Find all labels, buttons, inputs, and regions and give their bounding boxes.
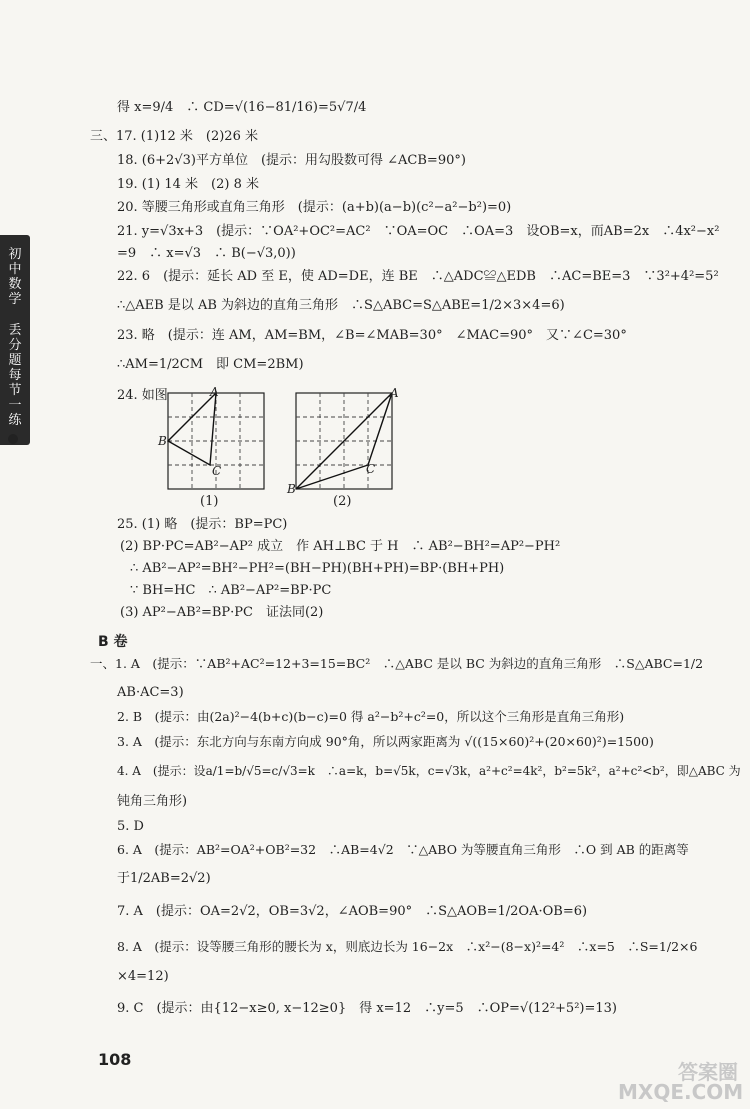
answer-line: ∴ AB²−AP²=BH²−PH²=(BH−PH)(BH+PH)=BP·(BH+PH) [130, 561, 505, 576]
answer-line: AB·AC=3) [117, 685, 184, 700]
fig2-label-c: C [366, 462, 376, 476]
answer-line: 25. (1) 略 (提示：BP=PC) [117, 517, 288, 532]
fig1-label-a: A [210, 385, 219, 399]
figure-1 [150, 385, 270, 497]
figure-2 [290, 385, 410, 497]
answer-line: =9 ∴ x=√3 ∴ B(−√3,0)) [117, 246, 296, 261]
answer-line: ∴△AEB 是以 AB 为斜边的直角三角形 ∴S△ABC=S△ABE=1/2×3×4=6) [117, 298, 565, 313]
answer-line: 23. 略 (提示：连 AM，AM=BM，∠B=∠MAB=30° ∠MAC=90° 又∵∠C=30° [117, 328, 627, 343]
watermark: 答案圈 MXQE.COM [618, 1060, 744, 1104]
answer-line: 18. (6+2√3)平方单位 (提示：用勾股数可得 ∠ACB=90°) [117, 153, 466, 168]
answer-line: (3) AP²−AB²=BP·PC 证法同(2) [120, 605, 324, 620]
figure-1-caption: (1) [200, 494, 219, 509]
fig1-label-b: B [158, 434, 167, 448]
answer-line: (2) BP·PC=AB²−AP² 成立 作 AH⊥BC 于 H ∴ AB²−BH²=AP²−PH² [120, 539, 561, 554]
answer-line: 9. C (提示：由{12−x≥0, x−12≥0} 得 x=12 ∴y=5 ∴OP=√(12²+5²)=13) [117, 1001, 617, 1016]
fig1-label-c: C [212, 464, 222, 478]
fig2-label-a: A [390, 386, 399, 400]
answer-line: 21. y=√3x+3 (提示：∵OA²+OC²=AC² ∵OA=OC ∴OA=3 设OB=x，而AB=2x ∴4x²−x² [117, 224, 720, 239]
figure-2-caption: (2) [333, 494, 352, 509]
answer-line: 3. A (提示：东北方向与东南方向成 90°角，所以两家距离为 √((15×60)²+(20×60)²)=1500) [117, 734, 654, 749]
answer-line: ∴AM=1/2CM 即 CM=2BM) [117, 357, 304, 372]
answer-line: 22. 6 (提示：延长 AD 至 E，使 AD=DE，连 BE ∴△ADC≌△EDB ∴AC=BE=3 ∵3²+4²=5² [117, 269, 719, 284]
answer-line: 24. 如图 [117, 388, 168, 403]
answer-line: 19. (1) 14 米 (2) 8 米 [117, 177, 259, 192]
answer-line: 钝角三角形) [117, 794, 188, 809]
side-tab-title: 初中数学 [8, 247, 22, 307]
answer-line: 2. B (提示：由(2a)²−4(b+c)(b−c)=0 得 a²−b²+c²=0，所以这个三角形是直角三角形) [117, 709, 625, 724]
fig2-label-b: B [287, 482, 296, 496]
answer-line: 得 x=9/4 ∴ CD=√(16−81/16)=5√7/4 [117, 100, 367, 115]
answer-line: 8. A (提示：设等腰三角形的腰长为 x，则底边长为 16−2x ∴x²−(8−x)²=4² ∴x=5 ∴S=1/2×6 [117, 939, 698, 954]
answer-line: 一、1. A (提示：∵AB²+AC²=12+3=15=BC² ∴△ABC 是以 BC 为斜边的直角三角形 ∴S△ABC=1/2 [90, 656, 704, 671]
answer-line: ∵ BH=HC ∴ AB²−AP²=BP·PC [130, 583, 332, 598]
side-tab-subtitle: 丢分题每节一练 [8, 323, 22, 428]
answer-line: 6. A (提示：AB²=OA²+OB²=32 ∴AB=4√2 ∵△ABO 为等腰直角三角形 ∴O 到 AB 的距离等 [117, 842, 689, 857]
page-number: 108 [98, 1050, 132, 1069]
answer-line: 三、17. (1)12 米 (2)26 米 [90, 129, 258, 144]
answer-line: ×4=12) [117, 969, 169, 984]
section-heading: B 卷 [98, 634, 128, 650]
side-tab-dot [8, 434, 18, 444]
answer-line: 4. A (提示：设a/1=b/√5=c/√3=k ∴a=k，b=√5k，c=√3k，a²+c²=4k²，b²=5k²，a²+c²<b²，即△ABC 为 [117, 764, 741, 778]
answer-line: 于1/2AB=2√2) [117, 871, 211, 886]
answer-line: 20. 等腰三角形或直角三角形 (提示：(a+b)(a−b)(c²−a²−b²)=0) [117, 200, 512, 215]
answer-line: 5. D [117, 819, 144, 834]
answer-line: 7. A (提示：OA=2√2，OB=3√2，∠AOB=90° ∴S△AOB=1/2OA·OB=6) [117, 904, 588, 919]
